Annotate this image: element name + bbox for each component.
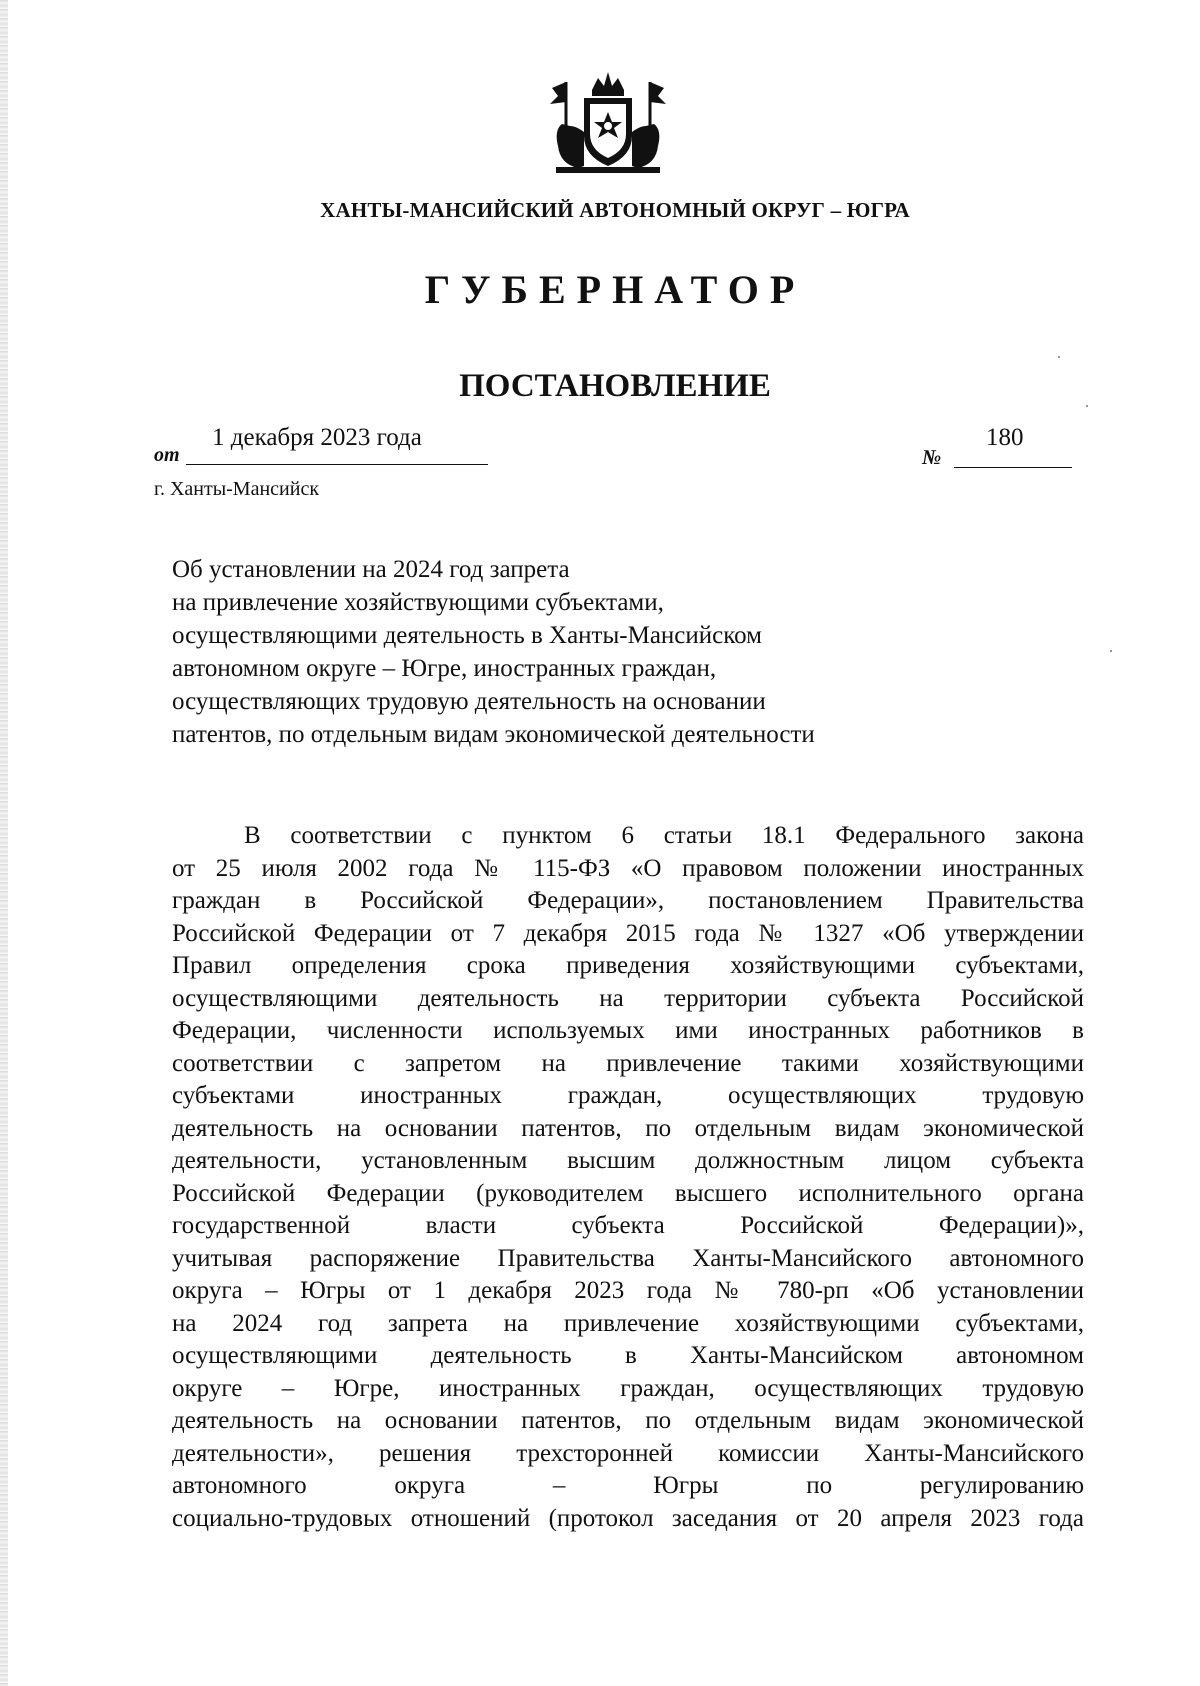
document-type: ПОСТАНОВЛЕНИЕ bbox=[459, 368, 771, 404]
body-line: субъектами иностранных граждан, осуществляющих трудовую bbox=[172, 1082, 1084, 1109]
body-line: округа – Югры от 1 декабря 2023 года № 780-рп «Об установлении bbox=[172, 1277, 1084, 1304]
body-line: Российской Федерации (руководителем высшего исполнительного органа bbox=[172, 1179, 1084, 1207]
body-line: деятельность на основании патентов, по отдельным видам экономической bbox=[172, 1114, 1084, 1142]
document-date: 1 декабря 2023 года bbox=[212, 424, 422, 451]
authority-title: ГУБЕРНАТОР bbox=[424, 267, 806, 312]
body-line: деятельности», решения трехсторонней комиссии Ханты-Мансийского bbox=[172, 1439, 1084, 1467]
scan-speck bbox=[1086, 405, 1088, 407]
scan-speck bbox=[1058, 356, 1060, 358]
date-underline bbox=[186, 464, 488, 465]
body-line: округе – Югре, иностранных граждан, осуществляющих трудовую bbox=[172, 1374, 1084, 1402]
body-paragraph bbox=[172, 820, 1084, 1535]
body-line: социально-трудовых отношений (протокол заседания от 20 апреля 2023 года bbox=[172, 1504, 1084, 1532]
date-label: от bbox=[154, 444, 180, 466]
subject-line: патентов, по отдельным видам экономической деятельности bbox=[172, 721, 815, 748]
subject-line: на привлечение хозяйствующими субъектами, bbox=[172, 589, 664, 616]
body-line: соответствии с запретом на привлечение такими хозяйствующими bbox=[172, 1049, 1084, 1077]
body-line: Федерации, численности используемых ими иностранных работников в bbox=[172, 1017, 1084, 1044]
body-line: Российской Федерации от 7 декабря 2015 года № 1327 «Об утверждении bbox=[172, 919, 1084, 947]
subject-line: Об установлении на 2024 год запрета bbox=[172, 556, 570, 583]
body-line: Правил определения срока приведения хозяйствующими субъектами, bbox=[172, 952, 1084, 979]
body-line: на 2024 год запрета на привлечение хозяйствующими субъектами, bbox=[172, 1309, 1084, 1337]
number-label: № bbox=[922, 445, 942, 469]
body-line: осуществляющими деятельность на территории субъекта Российской bbox=[172, 984, 1084, 1012]
number-underline bbox=[954, 467, 1072, 468]
coat-of-arms-icon bbox=[548, 70, 668, 174]
document-number: 180 bbox=[986, 424, 1024, 451]
scan-edge bbox=[0, 0, 8, 1686]
body-line: граждан в Российской Федерации», постановлением Правительства bbox=[172, 887, 1084, 914]
body-line: деятельность на основании патентов, по отдельным видам экономической bbox=[172, 1407, 1084, 1434]
body-line: осуществляющими деятельность в Ханты-Мансийском автономном bbox=[172, 1342, 1084, 1369]
body-line: учитывая распоряжение Правительства Ханты-Мансийского автономного bbox=[172, 1244, 1084, 1272]
scan-speck bbox=[1110, 650, 1112, 652]
body-line: автономного округа – Югры по регулированию bbox=[172, 1472, 1084, 1499]
subject-line: осуществляющих трудовую деятельность на основании bbox=[172, 688, 766, 715]
region-title: ХАНТЫ-МАНСИЙСКИЙ АВТОНОМНЫЙ ОКРУГ – ЮГРА bbox=[320, 198, 910, 222]
subject-line: осуществляющими деятельность в Ханты-Мансийском bbox=[172, 622, 762, 649]
body-line: В соответствии с пунктом 6 статьи 18.1 Федерального закона bbox=[244, 822, 1084, 849]
body-line: деятельности, установленным высшим должностным лицом субъекта bbox=[172, 1147, 1084, 1174]
body-line: государственной власти субъекта Российской Федерации)», bbox=[172, 1212, 1084, 1239]
document-subject bbox=[172, 553, 932, 751]
city-line: г. Ханты-Мансийск bbox=[154, 478, 320, 500]
body-line: от 25 июля 2002 года № 115-ФЗ «О правовом положении иностранных bbox=[172, 854, 1084, 882]
subject-line: автономном округе – Югре, иностранных граждан, bbox=[172, 655, 717, 682]
